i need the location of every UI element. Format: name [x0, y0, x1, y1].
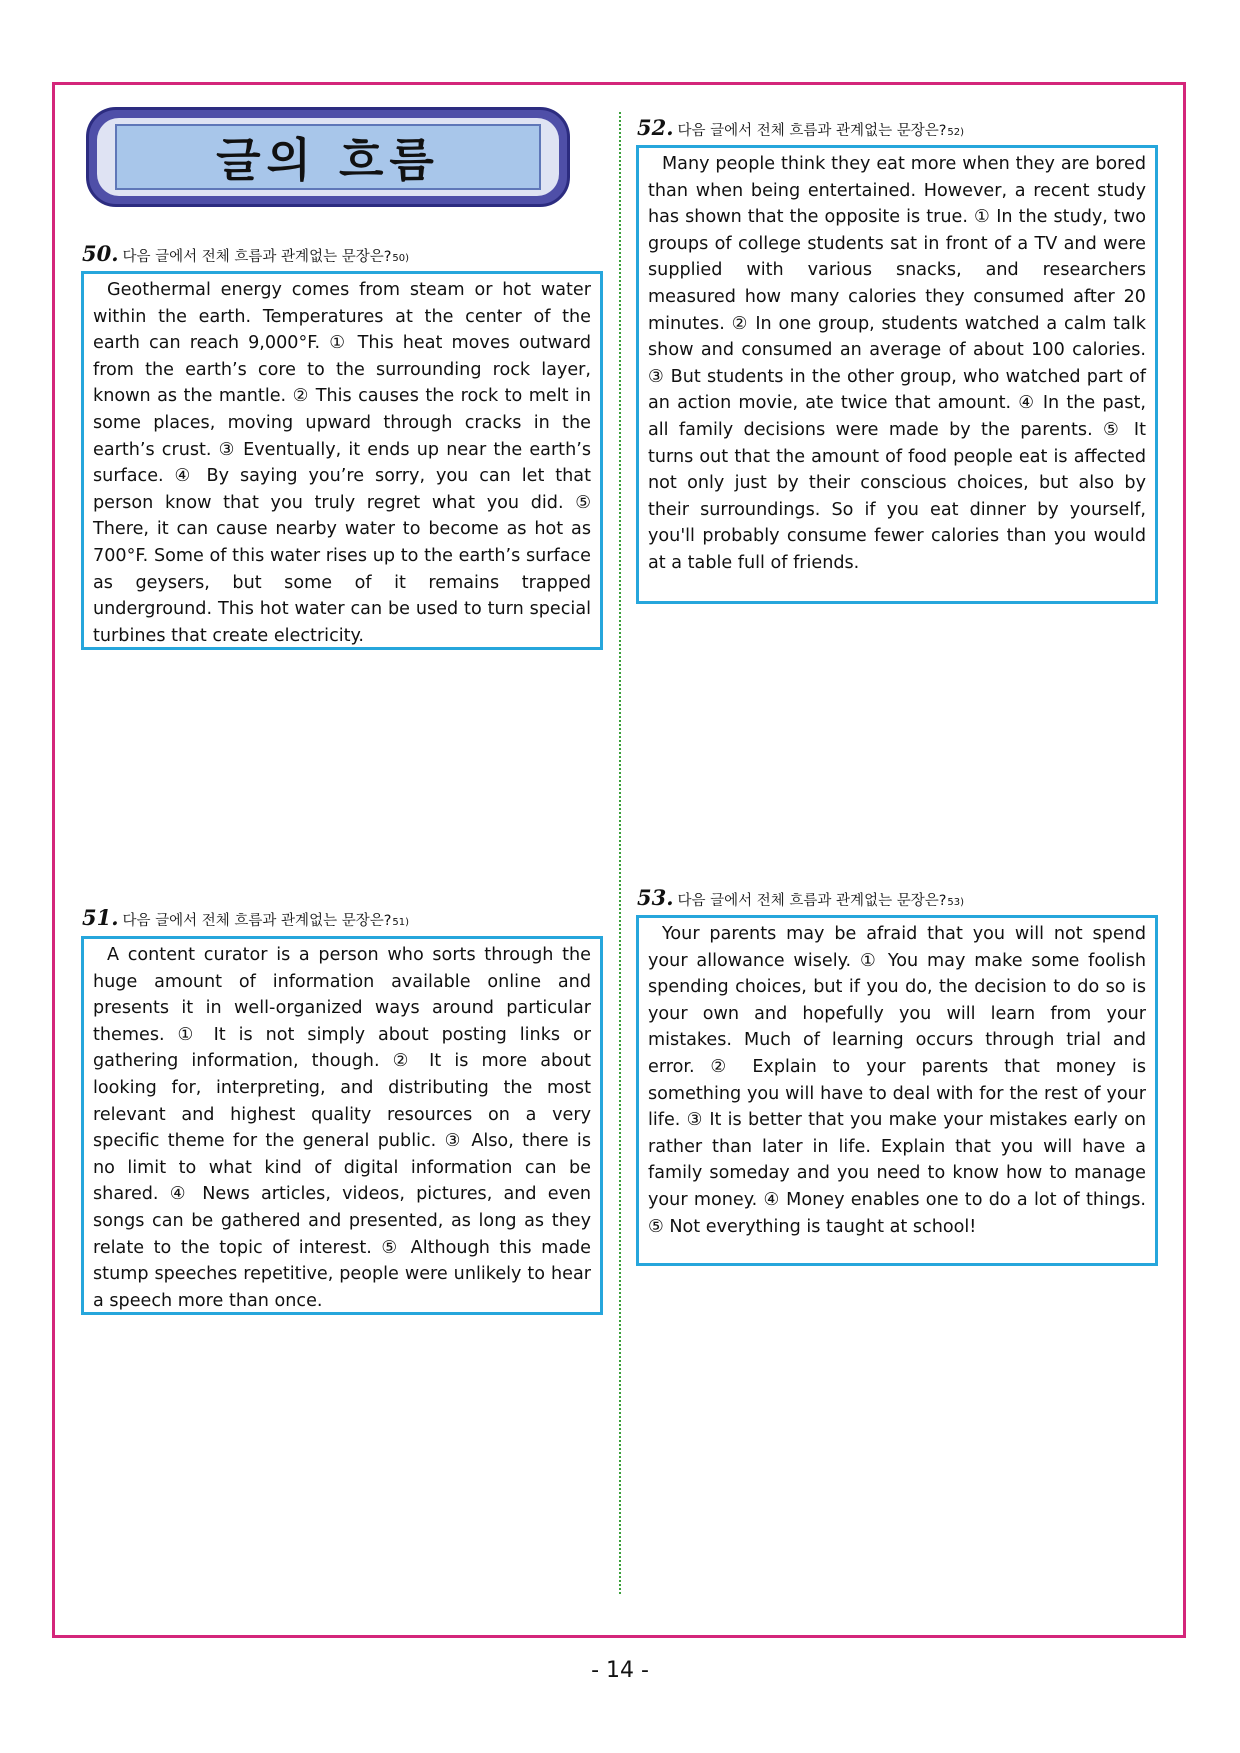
question-50-passage-box: [81, 271, 603, 650]
question-51-header: [82, 905, 409, 930]
page-number: - 14 -: [591, 1658, 649, 1683]
footnote-marker: 52): [947, 127, 965, 138]
footnote-marker: 51): [392, 917, 410, 928]
question-prompt: 다음 글에서 전체 흐름과 관계없는 문장은?: [677, 893, 947, 909]
question-51-passage-box: [81, 936, 603, 1315]
question-53-passage-box: [636, 915, 1158, 1266]
column-divider: [619, 112, 621, 1594]
question-number: 51.: [82, 905, 119, 930]
question-number: 52.: [637, 115, 674, 140]
section-title: 글의 흐름: [216, 133, 440, 187]
question-prompt: 다음 글에서 전체 흐름과 관계없는 문장은?: [122, 913, 392, 929]
question-50-header: [82, 241, 409, 266]
question-prompt: 다음 글에서 전체 흐름과 관계없는 문장은?: [122, 249, 392, 265]
question-53-header: [637, 885, 964, 910]
question-52-header: [637, 115, 964, 140]
question-number: 53.: [637, 885, 674, 910]
footnote-marker: 50): [392, 253, 410, 264]
section-title-banner: [86, 107, 570, 207]
question-50-passage: Geothermal energy comes from steam or hot water within the earth. Temperatures at the center of the earth can reach 9,000°F. ① This heat moves outward from the earth’s core to the surrounding rock layer, known as the mantle. ② This causes the rock to melt in some places, moving upward through cracks in the earth’s crust. ③ Eventually, it ends up near the earth’s surface. ④ By saying you’re sorry, you can let that person know that you truly regret what you did. ⑤ There, it can cause nearby water to become as hot as 700°F. Some of this water rises up to the earth’s surface as geysers, but some of it remains trapped underground. This hot water can be used to turn special turbines that create electricity.: [93, 280, 591, 646]
footnote-marker: 53): [947, 897, 965, 908]
question-51-passage: A content curator is a person who sorts through the huge amount of information available online and presents it in well-organized ways around particular themes. ① It is not simply about posting links or gathering information, though. ② It is more about looking for, interpreting, and distributing the most relevant and highest quality resources on a very specific theme for the general public. ③ Also, there is no limit to what kind of digital information can be shared. ④ News articles, videos, pictures, and even songs can be gathered and presented, as long as they relate to the topic of interest. ⑤ Although this made stump speeches repetitive, people were unlikely to hear a speech more than once.: [93, 945, 591, 1311]
question-52-passage: Many people think they eat more when they are bored than when being entertained. However, a recent study has shown that the opposite is true. ① In the study, two groups of college students sat in front of a TV and were supplied with various snacks, and researchers measured how many calories they consumed after 20 minutes. ② In one group, students watched a calm talk show and consumed an average of about 100 calories. ③ But students in the other group, who watched part of an action movie, ate twice that amount. ④ In the past, all family decisions were made by the parents. ⑤ It turns out that the amount of food people eat is affected not only just by their conscious choices, but also by their surroundings. So if you eat dinner by yourself, you'll probably consume fewer calories than you would at a table full of friends.: [648, 154, 1146, 573]
question-number: 50.: [82, 241, 119, 266]
question-prompt: 다음 글에서 전체 흐름과 관계없는 문장은?: [677, 123, 947, 139]
question-52-passage-box: [636, 145, 1158, 604]
question-53-passage: Your parents may be afraid that you will not spend your allowance wisely. ① You may make some foolish spending choices, but if you do, the decision to do so is your own and hopefully you will learn from your mistakes. Much of learning occurs through trial and error. ② Explain to your parents that money is something you will have to deal with for the rest of your life. ③ It is better that you make your mistakes early on rather than later in life. Explain that you will have a family someday and you need to know how to manage your money. ④ Money enables one to do a lot of things. ⑤ Not everything is taught at school!: [648, 924, 1146, 1237]
